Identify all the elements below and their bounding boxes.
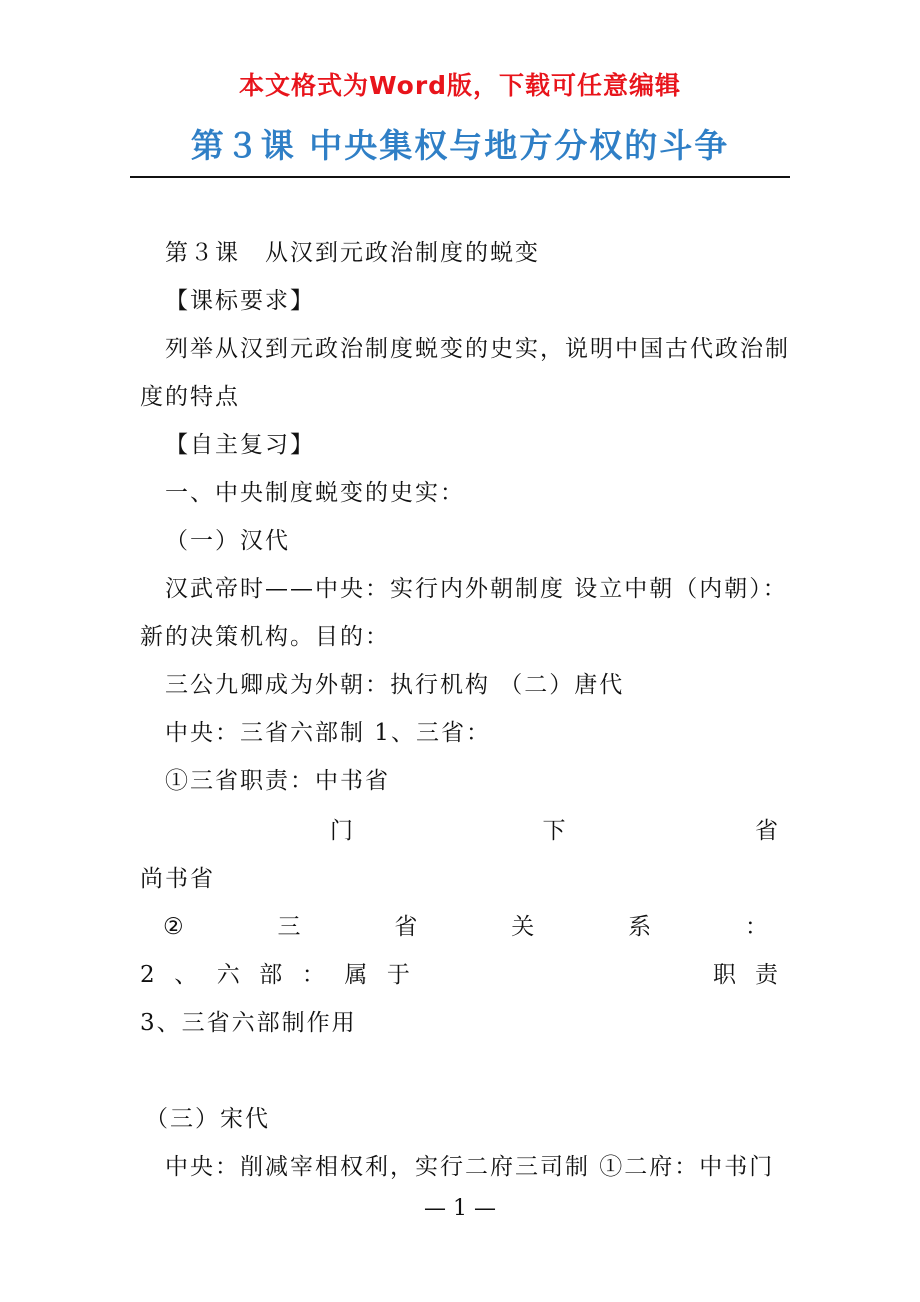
lesson-heading: 第３课 从汉到元政治制度的蜕变	[165, 240, 540, 266]
format-notice: 本文格式为Word版，下载可任意编辑	[238, 71, 682, 100]
paragraph-line: （一）汉代	[165, 528, 290, 554]
section-curriculum-requirements: 【课标要求】	[165, 288, 315, 314]
justified-line	[140, 960, 412, 990]
paragraph-line: 度的特点	[140, 384, 240, 410]
section-self-review: 【自主复习】	[165, 432, 315, 458]
justified-char: 2	[140, 962, 157, 988]
justified-char: 省	[755, 818, 780, 844]
justified-char: 省	[394, 914, 420, 940]
paragraph-line: ①三省职责：中书省	[165, 768, 390, 794]
justified-line	[163, 912, 770, 942]
paragraph-line: （三）宋代	[145, 1106, 270, 1132]
paragraph-line: 汉武帝时——中央：实行内外朝制度 设立中朝（内朝）：	[165, 576, 788, 602]
justified-char: ②	[163, 914, 186, 940]
justified-char: ：	[745, 914, 770, 940]
paragraph-line: 一、中央制度蜕变的史实：	[165, 480, 465, 506]
document-title: 第３课 中央集权与地方分权的斗争	[190, 126, 730, 165]
justified-char: 属	[344, 962, 370, 988]
page-number: — 1 —	[424, 1196, 496, 1221]
justified-char: 责	[755, 962, 780, 988]
justified-char: 职	[713, 962, 738, 988]
title-divider	[130, 176, 790, 178]
paragraph-line: 中央：三省六部制 1、三省：	[165, 720, 491, 746]
justified-line-tail	[713, 960, 780, 990]
justified-char: 门	[330, 818, 355, 844]
paragraph-line: 尚书省	[140, 866, 215, 892]
paragraph-line: 三公九卿成为外朝：执行机构 （二）唐代	[165, 672, 625, 698]
justified-char: 系	[628, 914, 654, 940]
paragraph-line: 新的决策机构。目的：	[140, 624, 390, 650]
justified-char: 部	[259, 962, 285, 988]
justified-char: 下	[542, 818, 568, 844]
justified-line	[330, 816, 780, 846]
justified-char: 于	[386, 962, 412, 988]
paragraph-line: 3、三省六部制作用	[140, 1010, 357, 1036]
justified-char: 、	[174, 962, 200, 988]
justified-char: 六	[216, 962, 242, 988]
paragraph-line: 列举从汉到元政治制度蜕变的史实，说明中国古代政治制	[165, 336, 790, 362]
justified-char: ：	[301, 962, 327, 988]
justified-char: 三	[277, 914, 303, 940]
paragraph-line: 中央：削减宰相权利，实行二府三司制 ①二府：中书门	[165, 1154, 775, 1180]
justified-char: 关	[511, 914, 537, 940]
